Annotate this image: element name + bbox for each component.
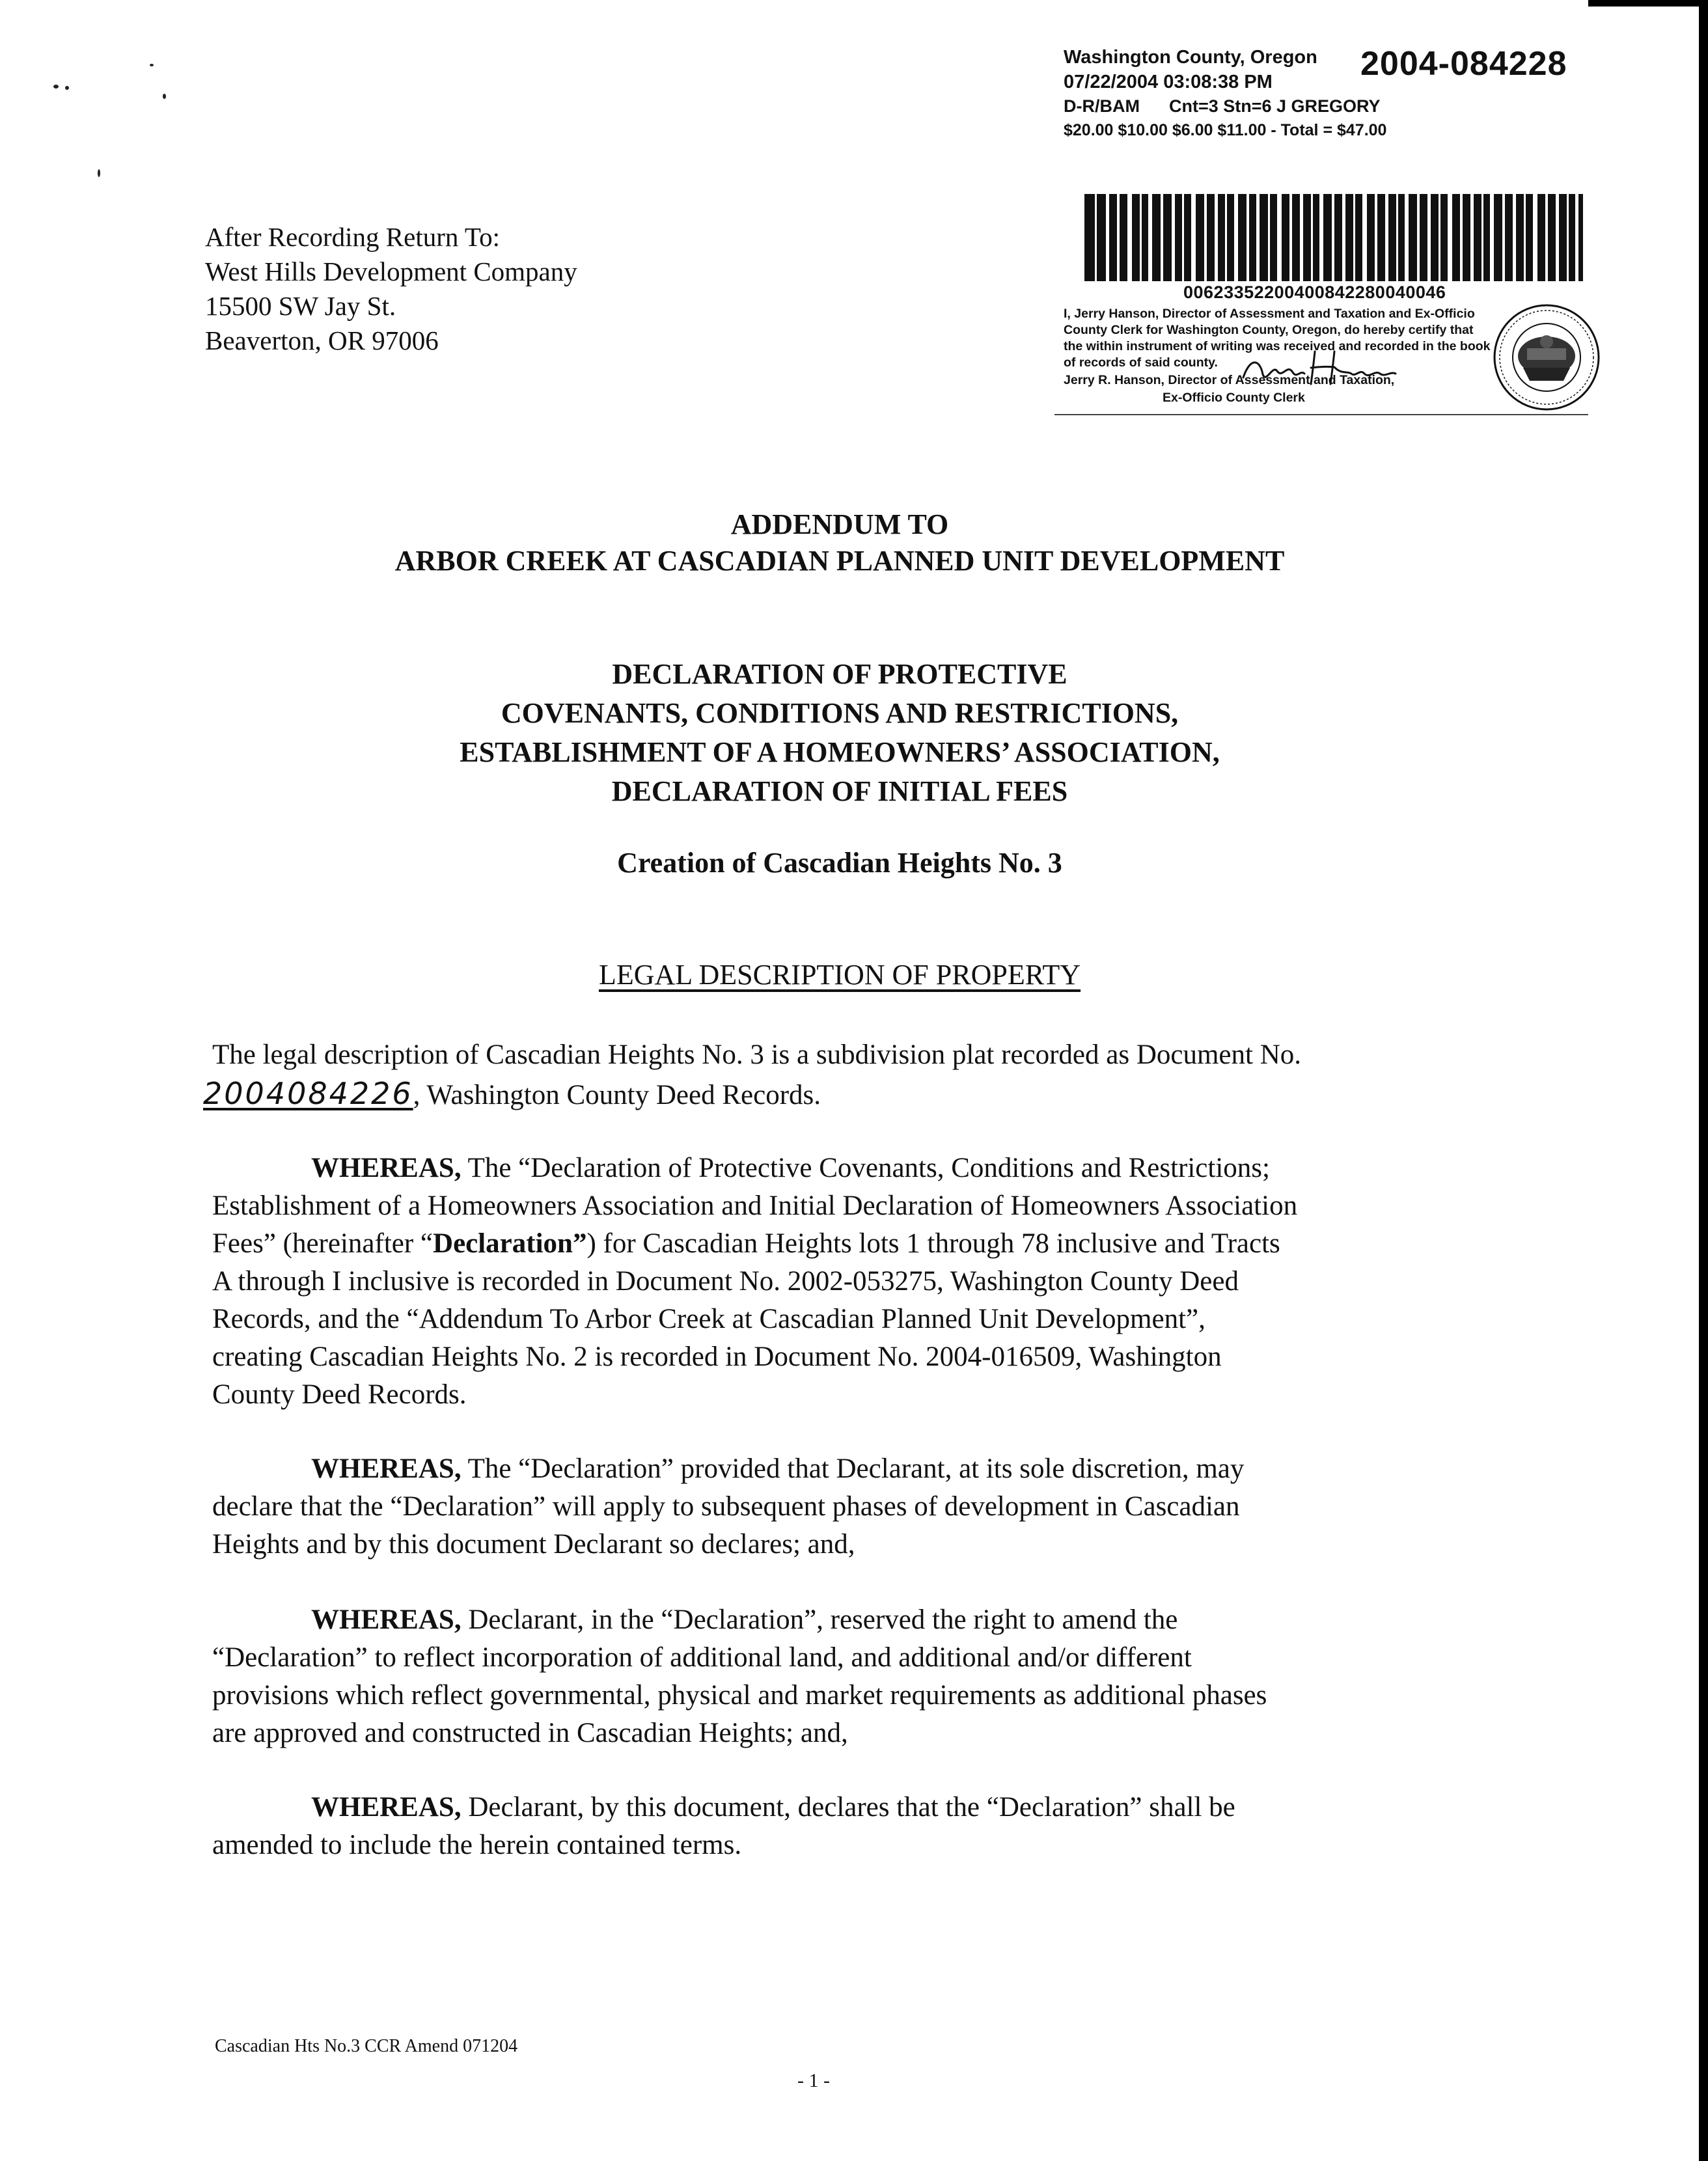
paragraph-text: ) for Cascadian Heights lots 1 through 78 inclusive and Tracts [586, 1228, 1280, 1259]
paragraph-text: Declarant, in the “Declaration”, reserved the right to amend the [461, 1604, 1178, 1635]
declaration-term: Declaration” [433, 1228, 587, 1259]
paragraph-line: County Deed Records. [212, 1379, 467, 1410]
paragraph-line: are approved and constructed in Cascadian Heights; and, [212, 1718, 848, 1748]
handwritten-document-number: 2004084226 [203, 1076, 413, 1111]
paragraph-line: declare that the “Declaration” will apply to subsequent phases of development in Cascadian [212, 1491, 1240, 1522]
paragraph-text: The “Declaration of Protective Covenants, Conditions and Restrictions; [461, 1153, 1270, 1183]
paragraph-line: “Declaration” to reflect incorporation of additional land, and additional and/or different [212, 1642, 1192, 1673]
stamp-datetime: 07/22/2004 03:08:38 PM [1064, 72, 1273, 92]
scan-speck [163, 94, 166, 99]
whereas-keyword: WHEREAS, [311, 1792, 461, 1823]
barcode-number: 00623352200400842280040046 [1183, 282, 1446, 302]
title-creation: Creation of Cascadian Heights No. 3 [617, 847, 1062, 879]
paragraph-line [311, 1453, 1244, 1485]
stamp-fees: $20.00 $10.00 $6.00 $11.00 - Total = $47.00 [1064, 121, 1387, 139]
scan-speck [150, 64, 154, 66]
paragraph-text: Declarant, by this document, declares that the “Declaration” shall be [461, 1792, 1235, 1823]
title-declaration-line: COVENANTS, CONDITIONS AND RESTRICTIONS, [501, 697, 1179, 729]
return-address-line: After Recording Return To: [205, 222, 500, 252]
paragraph-line: provisions which reflect governmental, physical and market requirements as additional phases [212, 1680, 1267, 1711]
scan-speck [65, 86, 69, 90]
paragraph-line [311, 1791, 1235, 1823]
paragraph-text: Fees” (hereinafter “ [212, 1228, 434, 1259]
section-heading-legal-description: LEGAL DESCRIPTION OF PROPERTY [598, 959, 1081, 991]
paragraph-line: Establishment of a Homeowners Association and Initial Declaration of Homeowners Association [212, 1191, 1298, 1221]
scan-border-right [1699, 0, 1708, 2161]
scan-speck [98, 169, 100, 177]
paragraph-line: A through I inclusive is recorded in Document No. 2002-053275, Washington County Deed [212, 1266, 1239, 1297]
paragraph-line: Records, and the “Addendum To Arbor Creek at Cascadian Planned Unit Development”, [212, 1304, 1205, 1334]
document-footer: Cascadian Hts No.3 CCR Amend 071204 [215, 2036, 518, 2056]
paragraph-line [212, 1228, 1280, 1259]
clerk-certification: I, Jerry Hanson, Director of Assessment and Taxation and Ex-Officio County Clerk for Washington County, Oregon, do hereby certify that the within instrument of writing was received and recorded in the book of records of said county. [1064, 307, 1491, 370]
stamp-rule [1054, 414, 1588, 415]
legal-description-rest: , Washington County Deed Records. [413, 1080, 821, 1110]
recording-stamp [1054, 39, 1588, 430]
stamp-ex-officio: Ex-Officio County Clerk [1163, 391, 1305, 405]
title-declaration-line: ESTABLISHMENT OF A HOMEOWNERS’ ASSOCIATION, [460, 736, 1220, 768]
barcode-icon [1081, 148, 1588, 285]
legal-description-line: The legal description of Cascadian Heights No. 3 is a subdivision plat recorded as Document No. [212, 1039, 1302, 1070]
return-address-line: 15500 SW Jay St. [205, 291, 396, 321]
scan-border-top [1588, 0, 1708, 7]
stamp-county: Washington County, Oregon [1064, 47, 1317, 68]
county-seal-icon [1492, 303, 1601, 412]
stamp-document-number: 2004-084228 [1360, 45, 1567, 83]
title-pud: ARBOR CREEK AT CASCADIAN PLANNED UNIT DEVELOPMENT [394, 545, 1285, 577]
paragraph-text: The “Declaration” provided that Declarant, at its sole discretion, may [461, 1453, 1245, 1484]
whereas-keyword: WHEREAS, [311, 1604, 461, 1635]
paragraph-line [311, 1604, 1178, 1636]
title-addendum: ADDENDUM TO [730, 508, 949, 540]
whereas-keyword: WHEREAS, [311, 1153, 461, 1183]
title-declaration-line: DECLARATION OF INITIAL FEES [611, 775, 1068, 807]
page-number: - 1 - [797, 2070, 830, 2091]
scan-speck [53, 85, 59, 89]
paragraph-line: amended to include the herein contained terms. [212, 1830, 742, 1860]
return-address-line: West Hills Development Company [205, 256, 577, 286]
paragraph-line: Heights and by this document Declarant so declares; and, [212, 1529, 855, 1560]
stamp-clerk-line: D-R/BAM Cnt=3 Stn=6 J GREGORY [1064, 96, 1381, 116]
legal-description-line [203, 1076, 821, 1111]
return-address-line: Beaverton, OR 97006 [205, 325, 439, 355]
title-declaration-line: DECLARATION OF PROTECTIVE [612, 658, 1068, 690]
whereas-keyword: WHEREAS, [311, 1453, 461, 1484]
paragraph-line [311, 1152, 1270, 1184]
stamp-director: Jerry R. Hanson, Director of Assessment and Taxation, [1064, 373, 1395, 387]
return-address [205, 220, 577, 358]
paragraph-line: creating Cascadian Heights No. 2 is recorded in Document No. 2004-016509, Washington [212, 1342, 1222, 1372]
